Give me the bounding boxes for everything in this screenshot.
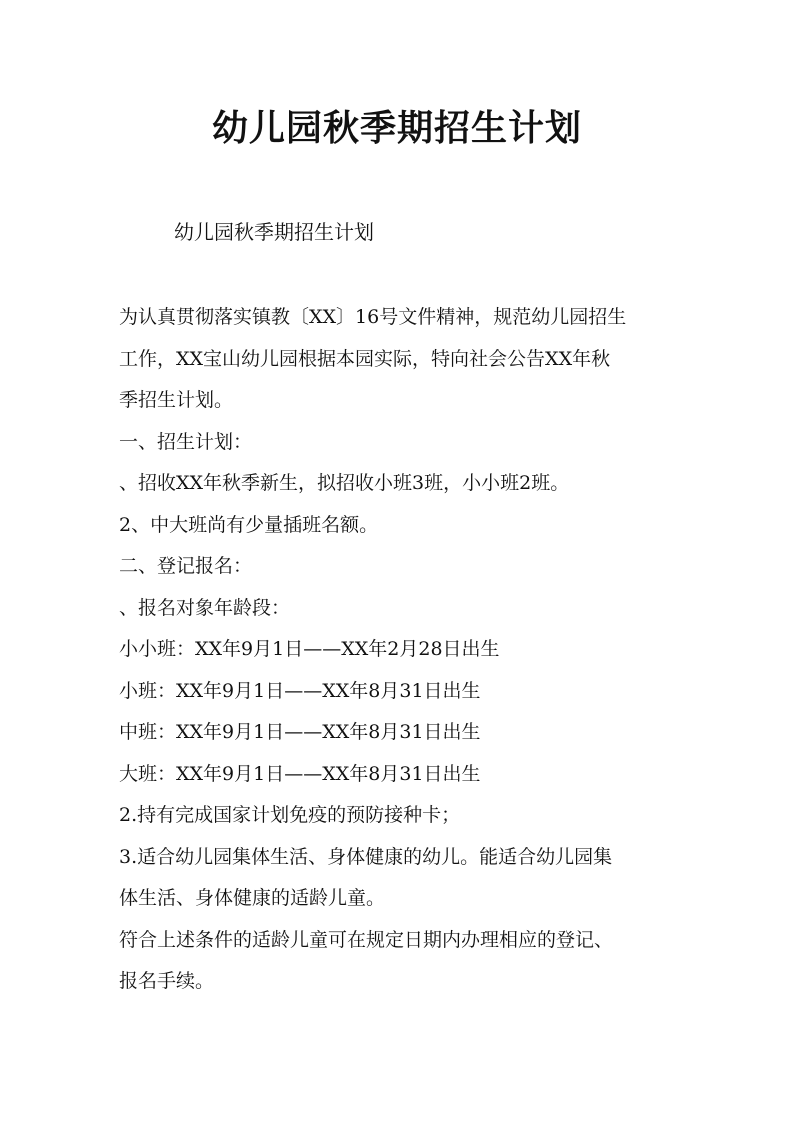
list-item: 3.适合幼儿园集体生活、身体健康的幼儿。能适合幼儿园集 <box>119 845 613 868</box>
list-item: 、报名对象年龄段： <box>119 596 291 619</box>
paragraph-line: 报名手续。 <box>119 970 215 992</box>
section-heading: 一、招生计划： <box>119 430 253 453</box>
paragraph-line: 符合上述条件的适龄儿童可在规定日期内办理相应的登记、 <box>119 928 614 951</box>
paragraph-line: 体生活、身体健康的适龄儿童。 <box>119 887 386 909</box>
document-title: 幼儿园秋季期招生计划 <box>211 107 582 149</box>
age-range-line: 大班：XX年9月1日——XX年8月31日出生 <box>119 762 481 785</box>
paragraph-line: 工作，XX宝山幼儿园根据本园实际，特向社会公告XX年秋 <box>119 347 611 370</box>
paragraph-line: 为认真贯彻落实镇教〔XX〕16号文件精神，规范幼儿园招生 <box>119 306 627 328</box>
age-range-line: 小小班：XX年9月1日——XX年2月28日出生 <box>119 638 500 660</box>
age-range-line: 小班：XX年9月1日——XX年8月31日出生 <box>119 679 481 702</box>
paragraph-line: 季招生计划。 <box>119 389 234 411</box>
section-heading: 二、登记报名： <box>119 555 253 577</box>
document-body <box>119 297 699 1003</box>
age-range-line: 中班：XX年9月1日——XX年8月31日出生 <box>119 721 481 743</box>
list-item: 、招收XX年秋季新生，拟招收小班3班，小小班2班。 <box>119 472 570 494</box>
list-item: 2.持有完成国家计划免疫的预防接种卡； <box>119 804 461 826</box>
list-item: 2、中大班尚有少量插班名额。 <box>119 513 379 536</box>
document-subtitle: 幼儿园秋季期招生计划 <box>174 220 374 244</box>
